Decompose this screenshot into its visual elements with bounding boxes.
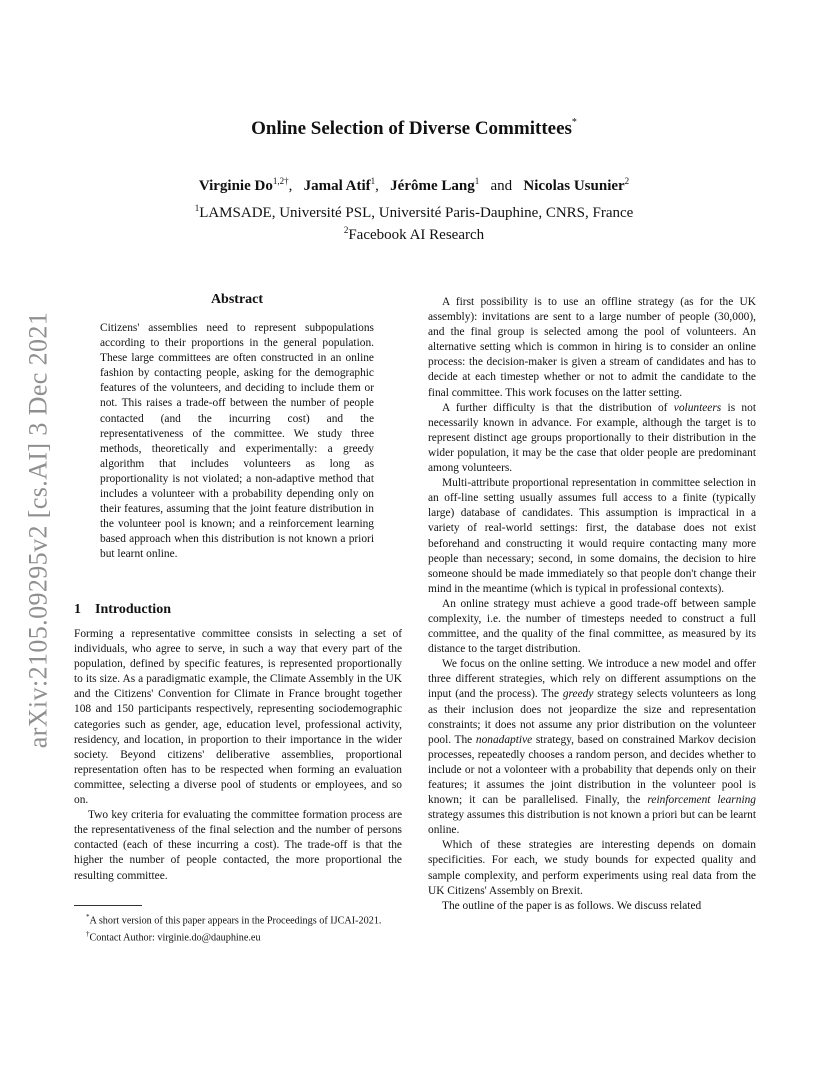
author-mark: 1 <box>474 176 480 186</box>
affiliation-mark: 1 <box>194 203 200 213</box>
author-name: Jérôme Lang <box>390 178 475 194</box>
author-separator: , <box>375 178 379 194</box>
paper-title <box>0 118 828 140</box>
author-name: Virginie Do <box>198 178 273 194</box>
text-run: strategy, based on constrained Markov decision processes, repeatedly chooses a random person, and decides whether to include or not a volonteer with a probability that depends only on their features; it assumes the joint distribution in the volunteer pool is known; it can be parallelised. Finally, the <box>428 733 757 807</box>
author-name: Jamal Atif <box>303 178 371 194</box>
footnotes <box>74 911 402 945</box>
author-list <box>0 176 828 195</box>
section-title: Introduction <box>95 602 171 617</box>
text-run: We focus on the online setting. We introduce a new model and offer three different strategies, which rely on different assumptions on the input (and the process). The <box>428 658 756 701</box>
title-footnote-mark: * <box>571 116 577 128</box>
affiliation-mark: 2 <box>343 225 349 235</box>
author-mark: 1 <box>370 176 376 186</box>
affiliation <box>0 222 828 244</box>
introduction-text <box>74 627 402 884</box>
author-and: and <box>490 178 513 194</box>
arxiv-watermark <box>18 300 58 760</box>
paragraph <box>428 401 756 476</box>
author-mark: 1,2† <box>272 176 289 186</box>
abstract-heading: Abstract <box>210 292 264 307</box>
text-run: strategy selects volunteers as long as their inclusion does not jeopardize the size and representation constraints; it does not assume any prior distribution on the volunteer pool. The <box>428 688 756 746</box>
footnote <box>74 928 402 945</box>
author-name: Nicolas Usunier <box>523 178 625 194</box>
emphasis: reinforcement learning <box>647 794 756 807</box>
paragraph: Two key criteria for evaluating the committee formation process are the representativeness of the final selection and the number of persons contacted (each of these incurring a cost). The trade-off is that the higher the number of people contacted, the more proportional the resulting committee. <box>74 809 402 882</box>
paragraph: Multi-attribute proportional representation in committee selection in an off-line setting usually assumes full access to a finite (typically large) database of candidates. This assumption is impractical in a variety of real-world settings: first, the database does not exist beforehand and constructing it would require contacting many more people than necessary; second, in some domains, the decision to hire someone should be made immediately so that people don't change their mind in the meantime (which is typical in professional contexts). <box>428 477 756 595</box>
emphasis: greedy <box>562 688 594 701</box>
paragraph: A first possibility is to use an offline strategy (as for the UK assembly): invitations are sent to a large number of people (30,000), and the final group is selected among the pool of volunteers. An alternative setting which is common in hiring is to consider an online process: the decision-maker is given a stream of candidates and has to decide at each timestep whether or not to admit the candidate to the final committee. This work focuses on the latter setting. <box>428 296 756 399</box>
paragraph: Forming a representative committee consists in selecting a set of individuals, who agree to serve, in such a way that every part of the population, defined by specific features, is represented proportionally to its size. As a paradigmatic example, the Climate Assembly in the UK and the Citizens' Convention for Climate in France brought together 108 and 150 participants respectively, representing sociodemographic categories such as gender, age, education level, professional activity, residency, and location, in proportion to their importance in the wider society. Beyond citizens' deliberative assemblies, proportional representation often has to be respected when forming an evaluation committee, selecting a diverse pool of students or employees, and so on. <box>74 628 402 807</box>
abstract-body: Citizens' assemblies need to represent subpopulations according to their proportions in the general population. These large committees are often constructed in an online fashion by contacting people, asking for the demographic features of the volunteers, and deciding to include them or not. This raises a trade-off between the number of people contacted (and the incurring cost) and the representativeness of the committee. We study three methods, theoretically and experimentally: a greedy algorithm that includes volunteers as long as proportionality is not violated; a non-adaptive method that includes a volunteer with a probability depending only on their features, assuming that the joint feature distribution in the volunteer pool is known; and a reinforcement learning based approach when this distribution is not known a priori but learnt online. <box>100 322 374 561</box>
emphasis: volunteers <box>673 401 722 414</box>
affiliations <box>0 200 828 244</box>
paragraph: Which of these strategies are interesting depends on domain specificities. For each, we study bounds for expected quality and sample complexity, and perform experiments using real data from the UK Citizens' Assembly on Brexit. <box>428 839 756 897</box>
footnote-rule <box>74 905 142 906</box>
footnote <box>74 911 402 928</box>
right-column <box>428 295 756 914</box>
text-run: A further difficulty is that the distribution of <box>442 401 674 414</box>
title-text: Online Selection of Diverse Committees <box>251 118 572 139</box>
footnote-mark: * <box>86 913 90 921</box>
affiliation-text: LAMSADE, Université PSL, Université Paris-Dauphine, CNRS, France <box>199 205 634 221</box>
footnote-text: Contact Author: virginie.do@dauphine.eu <box>89 932 261 944</box>
paragraph: An online strategy must achieve a good trade-off between sample complexity, i.e. the number of timesteps needed to construct a full committee, and the quality of the final committee, as measured by its distance to the target distribution. <box>428 597 756 656</box>
text-run: is not necessarily known in advance. For example, although the target is to represent distinct age groups proportionally to their distribution in the wider population, it may be the case that older people are predominant among volunteers. <box>428 401 756 475</box>
emphasis: nonadaptive <box>475 733 533 746</box>
section-heading <box>74 602 171 618</box>
affiliation-text: Facebook AI Research <box>348 227 485 243</box>
section-number: 1 <box>74 602 81 617</box>
footnote-mark: † <box>86 929 90 938</box>
arxiv-id: arXiv:2105.09295v2 [cs.AI] 3 Dec 2021 <box>23 311 52 749</box>
text-run: strategy assumes this distribution is not known a priori but can be learnt online. <box>428 809 756 837</box>
author-mark: 2 <box>624 176 630 186</box>
paragraph <box>428 657 756 838</box>
affiliation <box>0 200 828 222</box>
footnote-text: A short version of this paper appears in the Proceedings of IJCAI-2021. <box>89 915 382 927</box>
author-separator: , <box>288 178 293 194</box>
paragraph: The outline of the paper is as follows. We discuss related <box>442 899 702 912</box>
